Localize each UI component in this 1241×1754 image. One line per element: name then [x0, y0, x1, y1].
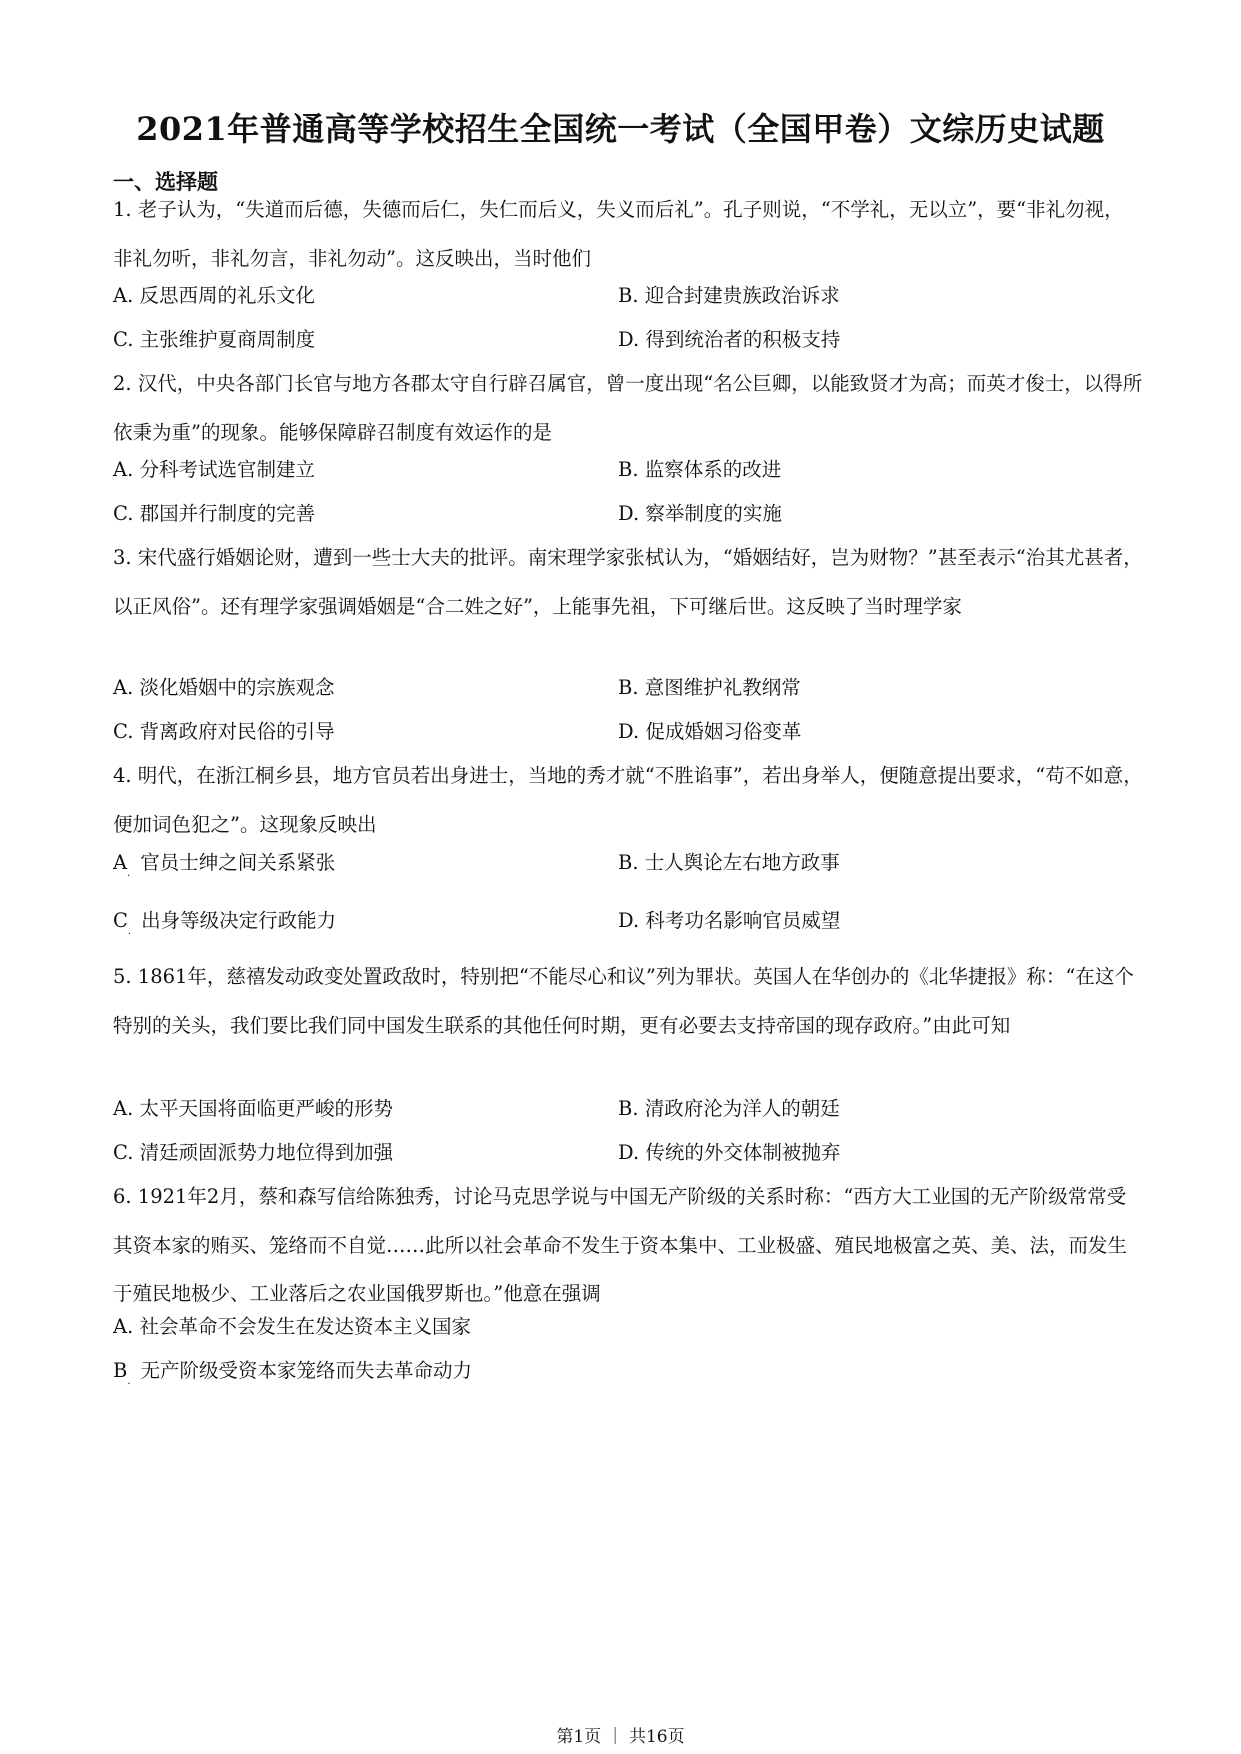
question-4-option-c: [113, 906, 336, 940]
question-6-option-b: [113, 1356, 472, 1390]
question-4-option-a: [113, 848, 335, 882]
question-1-stem: 1. 老子认为，“失道而后德，失德而后仁，失仁而后义，失义而后礼”。孔子则说，“不学礼，无以立”，要“非礼勿视，非礼勿听，非礼勿言，非礼勿动”。这反映出，当时他们: [113, 198, 1124, 270]
section-heading: 一、选择题: [113, 169, 218, 194]
question-1-option-b: B. 迎合封建贵族政治诉求: [618, 284, 840, 307]
question-4-stem: 4. 明代，在浙江桐乡县，地方官员若出身进士，当地的秀才就“不胜谄事”，若出身举人，便随意提出要求，“苟不如意，便加词色犯之”。这现象反映出: [113, 764, 1143, 836]
page-footer: 第1页 ｜ 共16页: [556, 1727, 685, 1747]
question-6-stem: 6. 1921年2月，蔡和森写信给陈独秀，讨论马克思学说与中国无产阶级的关系时称：“西方大工业国的无产阶级常常受其资本家的贿买、笼络而不自觉……此所以社会革命不发生于资本集中、工业极盛、殖民地极富之英、美、法，而发生于殖民地极少、工业落后之农业国俄罗斯也。”他意在强调: [113, 1185, 1128, 1305]
option-dot: ·: [127, 871, 131, 882]
option-dot: ·: [127, 929, 132, 940]
question-4-option-b: B. 士人舆论左右地方政事: [618, 851, 840, 874]
option-text: 无产阶级受资本家笼络而失去革命动力: [140, 1359, 473, 1382]
question-4-option-d: D. 科考功名影响官员威望: [618, 909, 841, 932]
question-3-option-c: C. 背离政府对民俗的引导: [113, 720, 335, 743]
question-5-option-d: D. 传统的外交体制被抛弃: [618, 1141, 841, 1164]
question-3-stem: 3. 宋代盛行婚姻论财，遭到一些士大夫的批评。南宋理学家张栻认为，“婚姻结好，岂为财物？”甚至表示“治其尤甚者，以正风俗”。还有理学家强调婚姻是“合二姓之好”，上能事先祖，下可继后世。这反映了当时理学家: [113, 546, 1143, 618]
question-5-stem: 5. 1861年，慈禧发动政变处置政敌时，特别把“不能尽心和议”列为罪状。英国人在华创办的《北华捷报》称：“在这个特别的关头，我们要比我们同中国发生联系的其他任何时期，更有必要去支持帝国的现存政府。”由此可知: [113, 965, 1134, 1037]
question-6-option-a: A. 社会革命不会发生在发达资本主义国家: [113, 1315, 471, 1338]
option-dot: ·: [127, 1379, 131, 1390]
question-2-option-b: B. 监察体系的改进: [618, 458, 782, 481]
question-5-option-a: A. 太平天国将面临更严峻的形势: [113, 1097, 393, 1120]
question-2-option-c: C. 郡国并行制度的完善: [113, 502, 316, 525]
option-text: 出身等级决定行政能力: [141, 909, 337, 932]
question-3-option-b: B. 意图维护礼教纲常: [618, 676, 801, 699]
option-text: 官员士绅之间关系紧张: [140, 851, 336, 874]
question-1-option-d: D. 得到统治者的积极支持: [618, 328, 841, 351]
question-1-option-a: A. 反思西周的礼乐文化: [113, 284, 315, 307]
question-1-option-c: C. 主张维护夏商周制度: [113, 328, 316, 351]
question-5-option-c: C. 清廷顽固派势力地位得到加强: [113, 1141, 394, 1164]
question-5-option-b: B. 清政府沦为洋人的朝廷: [618, 1097, 840, 1120]
option-letter: B: [113, 1359, 128, 1382]
option-letter: A: [113, 851, 128, 874]
option-letter: C: [113, 909, 128, 932]
question-2-option-d: D. 察举制度的实施: [618, 502, 782, 525]
question-2-option-a: A. 分科考试选官制建立: [113, 458, 315, 481]
question-2-stem: 2. 汉代，中央各部门长官与地方各郡太守自行辟召属官，曾一度出现“名公巨卿，以能致贤才为高；而英才俊士，以得所依秉为重”的现象。能够保障辟召制度有效运作的是: [113, 372, 1143, 444]
question-3-option-a: A. 淡化婚姻中的宗族观念: [113, 676, 335, 699]
page-title: 2021年普通高等学校招生全国统一考试（全国甲卷）文综历史试题: [136, 110, 1105, 148]
question-3-option-d: D. 促成婚姻习俗变革: [618, 720, 802, 743]
